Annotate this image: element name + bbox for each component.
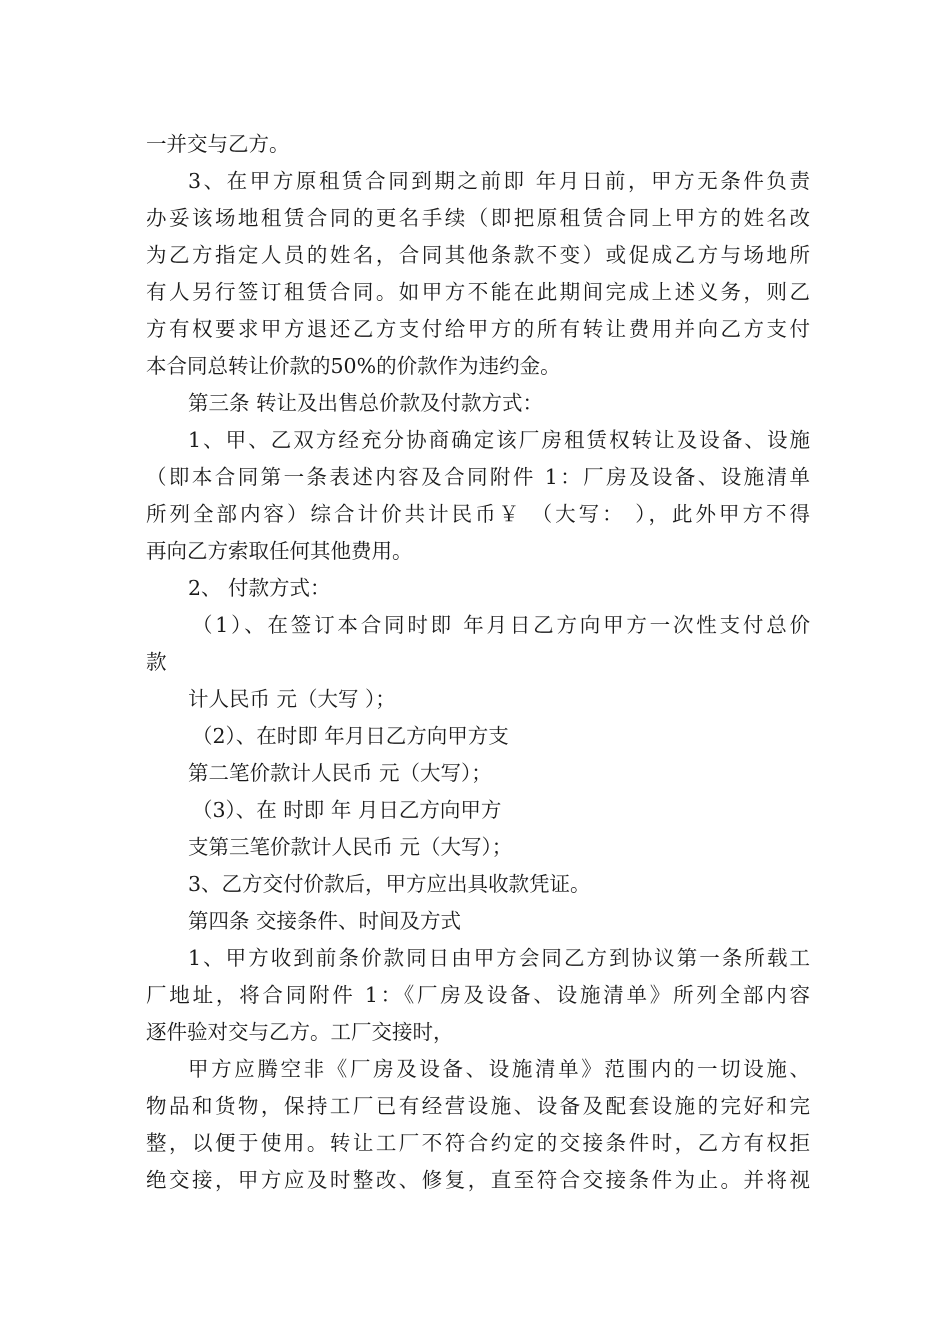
text-line: （2）、在时即 年月日乙方向甲方支 [192, 724, 509, 748]
text-line: 支第三笔价款计人民币 元（大写）； [188, 835, 513, 859]
text-line: 本合同总转让价款的50%的价款作为违约金。 [146, 354, 561, 378]
text-line: 2、 付款方式： [188, 576, 331, 600]
text-line: 再向乙方索取任何其他费用。 [146, 539, 413, 563]
text-line: 绝交接，甲方应及时整改、修复，直至符合交接条件为止。并将视 [146, 1168, 810, 1192]
text-line: 厂地址，将合同附件 1：《厂房及设备、设施清单》所列全部内容 [146, 983, 810, 1007]
text-line: 一并交与乙方。 [146, 132, 290, 156]
text-line: 款 [146, 650, 167, 674]
text-line: 有人另行签订租赁合同。如甲方不能在此期间完成上述义务，则乙 [146, 280, 810, 304]
text-line: 1、甲、乙双方经充分协商确定该厂房租赁权转让及设备、设施 [188, 428, 810, 452]
text-line: 甲方应腾空非《厂房及设备、设施清单》范围内的一切设施、 [188, 1057, 810, 1081]
text-line: 3、乙方交付价款后，甲方应出具收款凭证。 [188, 872, 591, 896]
text-line: 办妥该场地租赁合同的更名手续（即把原租赁合同上甲方的姓名改 [146, 206, 810, 230]
text-line: 3、在甲方原租赁合同到期之前即 年月日前，甲方无条件负责 [188, 169, 810, 193]
section-heading: 第三条 转让及出售总价款及付款方式： [188, 391, 544, 415]
text-line: 所列全部内容）综合计价共计民币￥ （大写： ），此外甲方不得 [146, 502, 810, 526]
text-line: 逐件验对交与乙方。工厂交接时， [146, 1020, 454, 1044]
text-line: （3）、在 时即 年 月日乙方向甲方 [192, 798, 502, 822]
text-line: （即本合同第一条表述内容及合同附件 1：厂房及设备、设施清单 [146, 465, 810, 489]
section-heading: 第四条 交接条件、时间及方式 [188, 909, 462, 933]
text-line: （1）、在签订本合同时即 年月日乙方向甲方一次性支付总价 [192, 613, 810, 637]
text-line: 第二笔价款计人民币 元（大写）； [188, 761, 492, 785]
text-line: 1、甲方收到前条价款同日由甲方会同乙方到协议第一条所载工 [188, 946, 810, 970]
text-line: 为乙方指定人员的姓名，合同其他条款不变）或促成乙方与场地所 [146, 243, 810, 267]
text-line: 计人民币 元（大写 ）； [188, 687, 396, 711]
text-line: 物品和货物，保持工厂已有经营设施、设备及配套设施的完好和完 [146, 1094, 810, 1118]
text-line: 整，以便于使用。转让工厂不符合约定的交接条件时，乙方有权拒 [146, 1131, 810, 1155]
text-line: 方有权要求甲方退还乙方支付给甲方的所有转让费用并向乙方支付 [146, 317, 810, 341]
